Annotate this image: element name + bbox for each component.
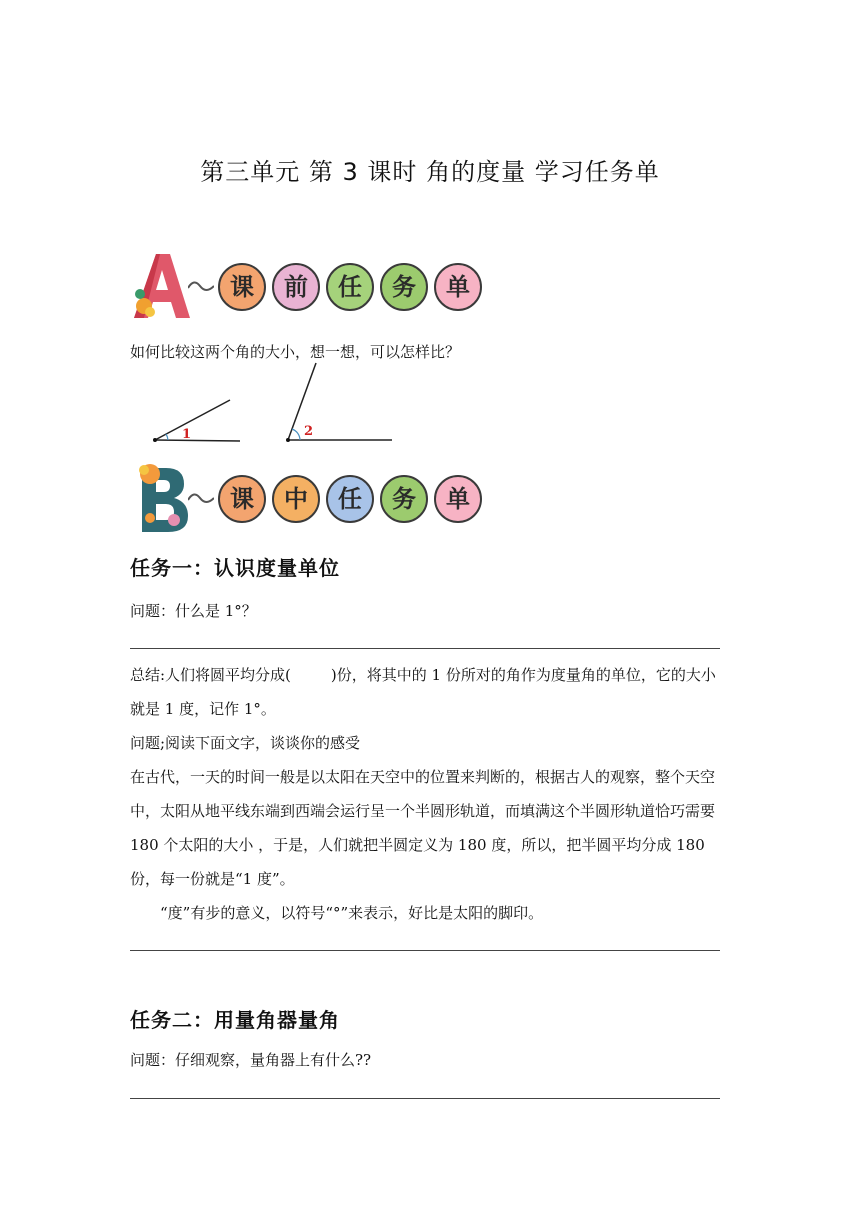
task2-question: 问题：仔细观察，量角器上有什么?? — [130, 1051, 372, 1069]
banner_b-circle-5: 单 — [434, 475, 482, 523]
angle-2 — [286, 363, 392, 442]
angles-figure — [130, 360, 410, 450]
letter-a-icon — [130, 250, 192, 322]
reading-passage: 在古代，一天的时间一般是以太阳在天空中的位置来判断的，根据古人的观察，整个天空中，太阳从地平线东端到西端会运行呈一个半圆形轨道，而填满这个半圆形轨道恰巧需要 180 个太阳的大小 ，于是，人们就把半圆定义为 180 度，所以，把半圆平均分成 180 份，每一份就是“1 度”。 — [130, 768, 716, 888]
banner_b-circle-1: 课 — [218, 475, 266, 523]
angle-2-label: 2 — [304, 424, 314, 439]
banner_b-circle-3: 任 — [326, 475, 374, 523]
in-class-task-banner — [130, 462, 490, 534]
answer-line — [130, 950, 720, 951]
banner_a-circle-2: 前 — [272, 263, 320, 311]
answer-line — [130, 1098, 720, 1099]
task1-question2: 问题;阅读下面文字，谈谈你的感受 — [130, 734, 361, 752]
banner_a-circle-5: 单 — [434, 263, 482, 311]
task1-question: 问题：什么是 1°？ — [130, 602, 257, 620]
letter-b-icon — [130, 462, 192, 534]
task1-heading: 任务一：认识度量单位 — [130, 556, 340, 580]
pre-class-task-banner — [130, 250, 490, 322]
answer-line — [130, 648, 720, 649]
banner_b-circle-2: 中 — [272, 475, 320, 523]
page-title: 第三单元 第 3 课时 角的度量 学习任务单 — [200, 158, 660, 186]
summary-part-1: 总结:人们将圆平均分成( — [130, 666, 291, 684]
banner_a-circle-4: 务 — [380, 263, 428, 311]
summary-part-2: )份，将其中的 1 份所对的角作为度量角的单位，它的大小就是 1 度，记作 1°。 — [130, 666, 716, 718]
connector-string-icon — [188, 488, 214, 508]
angle-1-label: 1 — [182, 427, 192, 442]
task1-summary — [130, 658, 730, 726]
banner_a-circle-1: 课 — [218, 263, 266, 311]
angle-1 — [153, 400, 240, 442]
reading-passage-2: “度”有步的意义，以符号“°”来表示，好比是太阳的脚印。 — [160, 904, 544, 922]
connector-string-icon — [188, 276, 214, 296]
banner_a-circle-3: 任 — [326, 263, 374, 311]
task2-heading: 任务二：用量角器量角 — [130, 1008, 340, 1032]
compare-question: 如何比较这两个角的大小，想一想，可以怎样比？ — [130, 343, 461, 361]
banner_b-circle-4: 务 — [380, 475, 428, 523]
